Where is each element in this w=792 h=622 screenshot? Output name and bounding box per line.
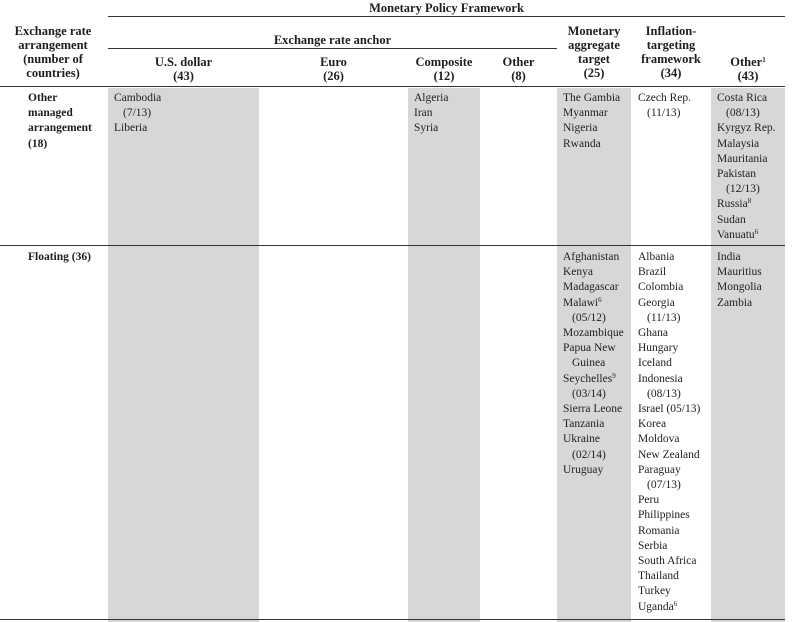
country-entry bbox=[638, 402, 700, 417]
country-name: Kyrgyz Rep. bbox=[717, 122, 776, 135]
country-entry bbox=[563, 417, 624, 432]
country-name: Serbia bbox=[638, 539, 668, 552]
country-entry bbox=[717, 280, 762, 295]
country-entry bbox=[717, 167, 776, 182]
country-name: Albania bbox=[638, 251, 675, 263]
country-name: (08/13) bbox=[647, 387, 681, 400]
country-entry bbox=[414, 121, 448, 136]
country-name: Paraguay bbox=[638, 463, 681, 476]
country-name: Sierra Leone bbox=[563, 403, 623, 416]
country-name: (08/13) bbox=[726, 107, 760, 120]
country-entry bbox=[563, 91, 620, 106]
country-entry bbox=[638, 524, 700, 539]
composite-header: Composite (12) bbox=[415, 55, 473, 83]
footnote-marker: 6 bbox=[754, 227, 759, 236]
country-name: Georgia bbox=[638, 296, 675, 309]
country-entry bbox=[717, 152, 776, 167]
country-name: Uganda bbox=[638, 600, 674, 613]
country-name: Rwanda bbox=[563, 137, 601, 150]
cell-other-managed-usd bbox=[114, 91, 161, 137]
country-name: Philippines bbox=[638, 509, 690, 522]
country-name: Madagascar bbox=[563, 281, 619, 294]
country-name: Hungary bbox=[638, 342, 679, 355]
country-entry bbox=[563, 432, 624, 447]
country-name: Korea bbox=[638, 418, 667, 431]
country-name: India bbox=[717, 251, 741, 263]
country-name: Papua New bbox=[563, 342, 616, 355]
country-name: Czech Rep. bbox=[638, 92, 692, 104]
country-name: Seychelles bbox=[563, 372, 613, 385]
country-entry bbox=[563, 121, 620, 136]
country-entry bbox=[563, 463, 624, 478]
euro-header: Euro (26) bbox=[320, 55, 347, 83]
country-name: Algeria bbox=[414, 92, 449, 104]
country-entry bbox=[717, 121, 776, 136]
country-entry bbox=[638, 280, 700, 295]
country-name: Uruguay bbox=[563, 463, 604, 476]
country-entry bbox=[414, 106, 448, 121]
country-entry bbox=[114, 121, 161, 136]
country-name: Brazil bbox=[638, 266, 667, 279]
country-entry bbox=[638, 341, 700, 356]
country-entry bbox=[717, 296, 762, 311]
country-name: (05/12) bbox=[572, 311, 606, 324]
country-entry bbox=[638, 326, 700, 341]
country-entry bbox=[563, 106, 620, 121]
country-name: Afghanistan bbox=[563, 251, 620, 263]
row-separator-rule bbox=[0, 245, 785, 246]
footnote-marker: 9 bbox=[612, 371, 616, 380]
country-entry bbox=[717, 265, 762, 280]
country-entry bbox=[563, 448, 624, 463]
country-entry bbox=[717, 228, 776, 243]
country-entry bbox=[563, 280, 624, 295]
country-entry bbox=[638, 311, 700, 326]
cell-other-managed-composite bbox=[414, 91, 448, 137]
other-framework-header: Other$^1$ (43) bbox=[730, 55, 766, 83]
country-entry bbox=[563, 250, 624, 265]
country-entry bbox=[638, 432, 700, 447]
country-name: Ghana bbox=[638, 327, 669, 340]
country-entry bbox=[638, 448, 700, 463]
country-name: Malaysia bbox=[717, 137, 760, 150]
country-name: Ukraine bbox=[563, 433, 601, 446]
cell-floating-inflation bbox=[638, 250, 700, 615]
cell-floating-other bbox=[717, 250, 762, 311]
country-name: Iran bbox=[414, 107, 433, 120]
country-entry bbox=[563, 341, 624, 356]
country-name: Mongolia bbox=[717, 281, 762, 294]
country-name: Cambodia bbox=[114, 92, 162, 104]
country-name: New Zealand bbox=[638, 448, 700, 461]
country-entry bbox=[638, 372, 700, 387]
framework-title: Monetary Policy Framework bbox=[369, 1, 524, 15]
country-name: Indonesia bbox=[638, 372, 683, 385]
country-entry bbox=[638, 91, 691, 106]
country-entry bbox=[717, 106, 776, 121]
country-name: Myanmar bbox=[563, 107, 608, 120]
anchor-rule bbox=[108, 48, 557, 49]
country-name: Nigeria bbox=[563, 122, 598, 135]
usd-header: U.S. dollar (43) bbox=[154, 55, 213, 83]
country-entry bbox=[114, 106, 161, 121]
country-name: Turkey bbox=[638, 585, 671, 598]
country-name: Peru bbox=[638, 494, 660, 507]
cell-other-managed-monetary bbox=[563, 91, 620, 152]
country-entry bbox=[563, 326, 624, 341]
country-name: Israel (05/13) bbox=[638, 403, 701, 416]
cell-floating-monetary bbox=[563, 250, 624, 478]
country-entry bbox=[717, 182, 776, 197]
country-name: Mauritius bbox=[717, 266, 762, 279]
country-name: (12/13) bbox=[726, 183, 760, 196]
country-entry bbox=[717, 91, 776, 106]
monetary-aggregate-header: Monetary aggregate target (25) bbox=[567, 24, 621, 80]
country-entry bbox=[638, 584, 700, 599]
country-name: Syria bbox=[414, 122, 439, 135]
country-name: Iceland bbox=[638, 357, 672, 370]
footnote-marker: 6 bbox=[673, 599, 678, 608]
country-name: Colombia bbox=[638, 281, 684, 294]
country-entry bbox=[563, 311, 624, 326]
country-entry bbox=[563, 296, 624, 311]
country-entry bbox=[563, 402, 624, 417]
country-entry bbox=[638, 539, 700, 554]
country-name: Sudan bbox=[717, 213, 746, 226]
arrangement-header: Exchange rate arrangement (number of countries) bbox=[14, 24, 92, 80]
country-name: Vanuatu bbox=[717, 228, 755, 241]
country-entry bbox=[638, 106, 691, 121]
country-name: Malawi bbox=[563, 296, 599, 309]
country-name: Mozambique bbox=[563, 327, 624, 340]
country-name: Zambia bbox=[717, 296, 753, 309]
country-name: (07/13) bbox=[647, 479, 681, 492]
country-entry bbox=[638, 600, 700, 615]
usd-column-shade bbox=[108, 88, 259, 622]
country-name: Guinea bbox=[572, 357, 606, 370]
country-entry bbox=[414, 91, 448, 106]
country-entry bbox=[563, 372, 624, 387]
country-entry bbox=[563, 387, 624, 402]
country-entry bbox=[638, 387, 700, 402]
country-name: (02/14) bbox=[572, 448, 606, 461]
country-entry bbox=[563, 265, 624, 280]
anchor-header: Exchange rate anchor bbox=[273, 33, 392, 47]
country-name: South Africa bbox=[638, 555, 697, 568]
country-name: (11/13) bbox=[647, 311, 681, 324]
cell-other-managed-other bbox=[717, 91, 776, 243]
country-entry bbox=[638, 554, 700, 569]
row-label-floating: Floating (36) bbox=[28, 251, 91, 263]
country-entry bbox=[563, 137, 620, 152]
framework-rule bbox=[108, 16, 785, 17]
country-entry bbox=[638, 265, 700, 280]
other-anchor-header: Other (8) bbox=[502, 55, 535, 83]
country-name: Romania bbox=[638, 524, 680, 537]
country-entry bbox=[638, 296, 700, 311]
country-name: Kenya bbox=[563, 266, 594, 279]
inflation-targeting-header: Inflation- targeting framework (34) bbox=[641, 24, 701, 80]
country-name: Pakistan bbox=[717, 168, 756, 181]
footnote-marker: 8 bbox=[747, 197, 752, 206]
country-entry bbox=[638, 356, 700, 371]
country-entry bbox=[638, 478, 700, 493]
country-name: Costa Rica bbox=[717, 92, 768, 104]
country-name: Mauritania bbox=[717, 152, 768, 165]
country-entry bbox=[717, 197, 776, 212]
country-name: Moldova bbox=[638, 433, 680, 446]
country-entry bbox=[717, 137, 776, 152]
country-name: Thailand bbox=[638, 570, 679, 583]
composite-column-shade bbox=[408, 88, 480, 622]
country-entry bbox=[563, 356, 624, 371]
footnote-marker: 6 bbox=[598, 295, 602, 304]
country-name: Tanzania bbox=[563, 418, 605, 431]
cell-other-managed-inflation bbox=[638, 91, 691, 121]
row-label-other-managed: Other managed arrangement (18) bbox=[28, 92, 92, 150]
country-entry bbox=[717, 213, 776, 228]
country-name: (11/13) bbox=[647, 107, 681, 120]
country-name: Russia bbox=[717, 198, 748, 211]
table-bottom-rule bbox=[0, 619, 785, 620]
country-entry bbox=[638, 493, 700, 508]
country-name: (7/13) bbox=[123, 107, 152, 120]
country-entry bbox=[638, 250, 700, 265]
country-name: (03/14) bbox=[572, 387, 606, 400]
country-entry bbox=[638, 569, 700, 584]
header-bottom-rule bbox=[0, 86, 785, 87]
country-name: The Gambia bbox=[563, 92, 621, 104]
country-entry bbox=[114, 91, 161, 106]
country-entry bbox=[638, 417, 700, 432]
country-entry bbox=[638, 508, 700, 523]
country-entry bbox=[717, 250, 762, 265]
country-entry bbox=[638, 463, 700, 478]
country-name: Liberia bbox=[114, 122, 148, 135]
